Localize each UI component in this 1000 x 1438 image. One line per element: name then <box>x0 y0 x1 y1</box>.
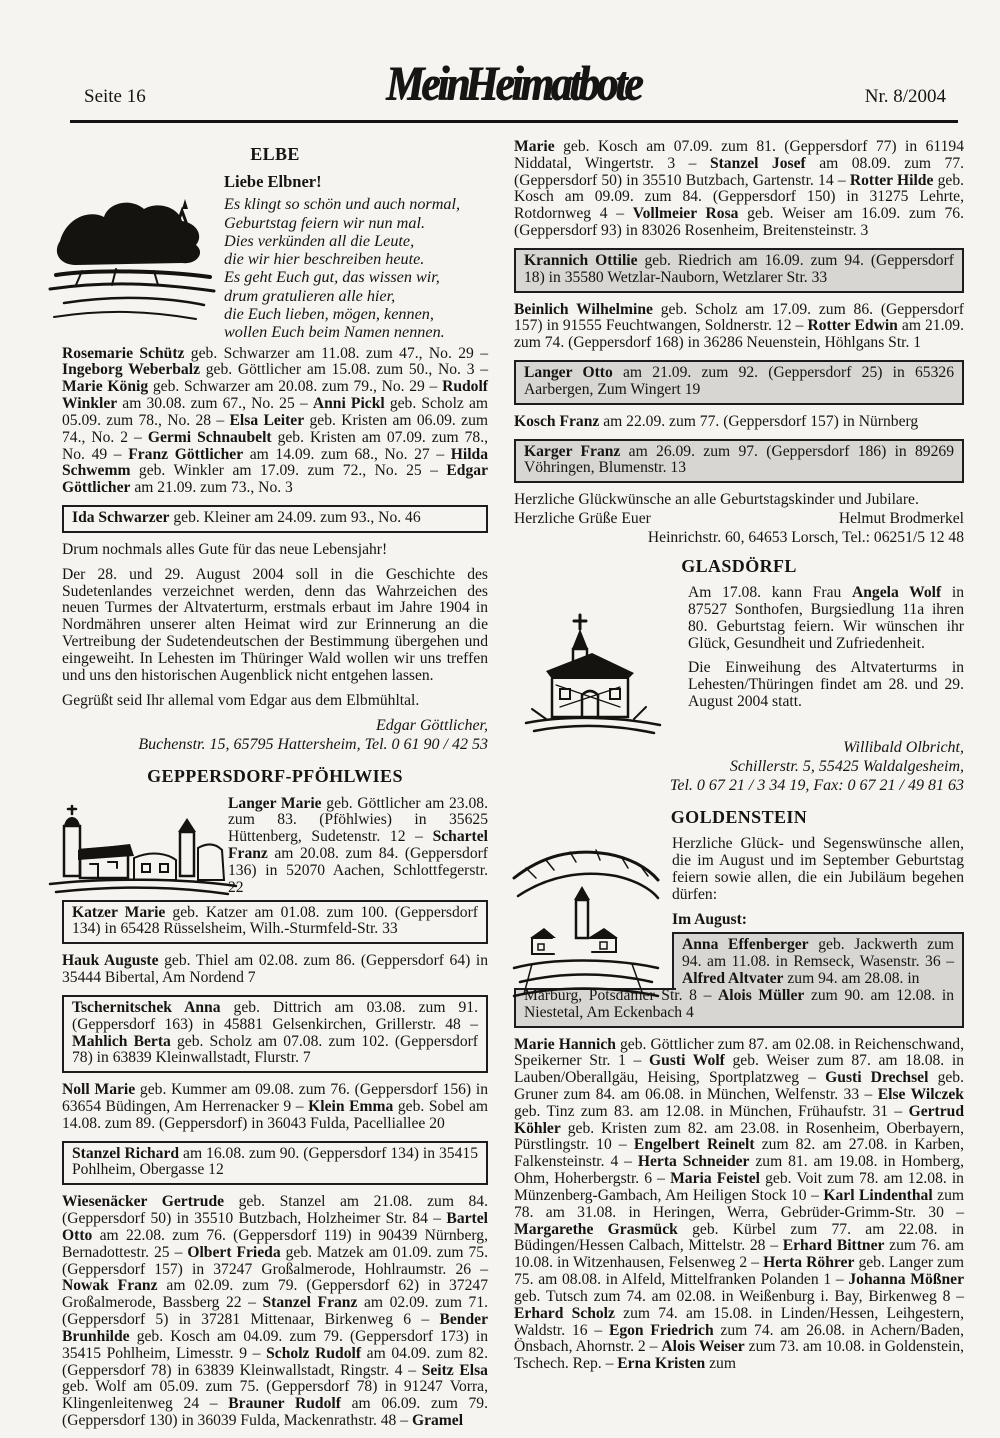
elbe-signature: Edgar Göttlicher, Buchenstr. 15, 65795 Hattersheim, Tel. 0 61 90 / 42 53 <box>138 717 488 754</box>
geppersdorf-paragraph-hauk: Hauk Auguste geb. Thiel am 02.08. zum 86. (Geppersdorf 64) in 35444 Bibertal, Am Nordend 7 <box>62 952 488 987</box>
chapel-illustration <box>516 589 668 735</box>
article-columns <box>62 139 964 1438</box>
right-column <box>514 139 964 1438</box>
section-heading-elbe: ELBE <box>250 144 300 164</box>
highlight-box-katzer-marie: Katzer Marie geb. Katzer am 01.08. zum 100. (Geppersdorf 134) in 65428 Rüsselsheim, Wilh.-Sturmfeld-Str. 33 <box>62 900 488 945</box>
left-column <box>62 139 488 1438</box>
section-heading-geppersdorf: GEPPERSDORF-PFÖHLWIES <box>147 766 403 787</box>
highlight-box-august-top: Anna Effenberger geb. Jackwerth zum 94. am 11.08. in Remseck, Wasenstr. 36 – Alfred Altvater zum 94. am 28.08. in <box>672 932 964 987</box>
geppersdorf-paragraph-beinlich: Beinlich Wilhelmine geb. Scholz am 17.09. zum 86. (Geppersdorf 157) in 91555 Feuchtwangen, Soldnerstr. 12 – Rotter Edwin am 21.09. zum 74. (Geppersdorf 168) in 36286 Neuenstein, Höhlgans Str. 1 <box>514 300 964 352</box>
header-rule <box>70 120 958 123</box>
elbe-birthday-poem: Es klingt so schön und auch normal, Geburtstag feiern wir nun mal. Dies verkünden all die Leute, die wir hier beschreiben heute. Es geht Euch gut, das wissen wir, drum gratulieren alle hier, die Euch lieben, mögen, kennen, wollen Euch beim Namen nennen. <box>224 195 461 342</box>
highlight-box-ida-schwarzer: Ida Schwarzer geb. Kleiner am 24.09. zum 93., No. 46 <box>62 505 488 533</box>
section-heading-goldenstein: GOLDENSTEIN <box>670 806 808 827</box>
highlight-box-langer-otto: Langer Otto am 21.09. zum 92. (Geppersdorf 25) in 65326 Aarbergen, Zum Wingert 19 <box>514 360 964 405</box>
geppersdorf-paragraph-noll: Noll Marie geb. Kummer am 09.08. zum 76. (Geppersdorf 156) in 63654 Büdingen, Am Herrenacker 9 – Klein Emma geb. Sobel am 14.08. zum 89. (Geppersdorf) in 36043 Fulda, Pacelliallee 20 <box>62 1081 488 1132</box>
glasdoerfl-band <box>514 585 964 737</box>
glasdoerfl-signature: Willibald Olbricht, Schillerstr. 5, 55425 Waldalgesheim, Tel. 0 67 21 / 3 34 19, Fax: 0 67 21 / 49 81 63 <box>669 739 964 794</box>
masthead-logo: Mein Heimatbote <box>385 58 641 111</box>
highlight-box-august-bottom: Marburg, Potsdamer Str. 8 – Alois Müller zum 90. am 12.08. in Niestetal, Am Eckenbach 4 <box>514 988 964 1028</box>
glasdoerfl-paragraph-wolf: Am 17.08. kann Frau Angela Wolf in 87527 Sonthofen, Burgsiedlung 11a ihren 80. Geburtstag feiern. Wir wünschen ihr Glück, Gesundheit und Zufriedenheit. <box>688 584 965 652</box>
highlight-box-tschernitschek: Tschernitschek Anna geb. Dittrich am 03.08. zum 91. (Geppersdorf 163) in 45881 Gelsenkirchen, Grillerstr. 48 – Mahlich Berta geb. Scholz am 07.08. zum 102. (Geppersdorf 78) in 63839 Kleinwallstadt, Flurstr. 7 <box>62 995 488 1073</box>
issue-number: Nr. 8/2004 <box>864 86 946 107</box>
congrats-line: Herzliche Glückwünsche an alle Geburtstagskinder und Jubilare. <box>514 491 919 509</box>
highlight-box-karger: Karger Franz am 26.09. zum 97. (Geppersdorf 186) in 89269 Vöhringen, Blumenstr. 13 <box>514 439 964 484</box>
signer-name: Helmut Brodmerkel <box>838 510 964 528</box>
page-number: Seite 16 <box>84 86 146 107</box>
geppersdorf-paragraph-wiesenaecker: Wiesenäcker Gertrude geb. Stanzel am 21.08. zum 84. (Geppersdorf 50) in 35510 Butzbach, Holzheimer Str. 84 – Bartel Otto am 22.08. zum 76. (Geppersdorf 119) in 90439 Nürnberg, Bernadottestr. 25 – Olbert Frieda geb. Matzek am 01.09. zum 75. (Geppersdorf 157) in 37247 Großalmerode, Hohlraumstr. 26 – Nowak Franz am 02.09. zum 79. (Geppersdorf 62) in 37247 Großalmerode, Bassberg 22 – Stanzel Franz am 02.09. zum 71. (Geppersdorf 5) in 37281 Mittenaar, Birkenweg 6 – Bender Brunhilde geb. Kosch am 04.09. zum 79. (Geppersdorf 173) in 35415 Pohlheim, Limesstr. 9 – Scholz Rudolf am 04.09. zum 82. (Geppersdorf 78) in 63839 Kleinwallstadt, Ringstr. 4 – Seitz Elsa geb. Wolf am 05.09. zum 75. (Geppersdorf 78) in 91247 Vorra, Klingenleitenweg 24 – Brauner Rudolf am 06.09. zum 79. (Geppersdorf 130) in 36039 Fulda, Mackenrathstr. 48 – Gramel <box>62 1193 489 1430</box>
village-church-illustration <box>42 798 242 898</box>
signer-address: Heinrichstr. 60, 64653 Lorsch, Tel.: 06251/5 12 48 <box>647 528 964 546</box>
highlight-box-krannich: Krannich Ottilie geb. Riedrich am 16.09. zum 94. (Geppersdorf 18) in 35580 Wetzlar-Nauborn, Wetzlarer Str. 33 <box>514 248 964 293</box>
glasdoerfl-paragraph-einweihung: Die Einweihung des Altvaterturms in Lehesten/Thüringen findet am 28. und 29. August 2004 statt. <box>688 659 964 711</box>
section-heading-glasdoerfl: GLASDÖRFL <box>681 555 797 576</box>
geppersdorf-intro-band <box>62 796 488 898</box>
elbe-wishes-line: Drum nochmals alles Gute für das neue Lebensjahr! <box>62 540 388 558</box>
goldenstein-band <box>514 836 964 1027</box>
riverside-trees-illustration <box>46 179 218 331</box>
geppersdorf-paragraph-marie-cont: Marie geb. Kosch am 07.09. zum 81. (Geppersdorf 77) in 61194 Niddatal, Wingertstr. 3 – Stanzel Josef am 08.09. zum 77. (Geppersdorf 50) in 35510 Butzbach, Gartenstr. 14 – Rotter Hilde geb. Kosch am 09.09. zum 84. (Geppersdorf 150) in 31275 Lehrte, Rotdornweg 4 – Vollmeier Rosa geb. Weiser am 16.09. zum 76. (Geppersdorf 93) in 83026 Rosenheim, Breitensteinstr. 3 <box>514 138 965 240</box>
goldenstein-intro-paragraph: Herzliche Glück- und Segenswünsche allen, die im August und im September Geburtstag feiern sowie allen, die ein Jubiläum begehen dürfen: <box>672 835 964 903</box>
mountain-village-illustration <box>512 838 660 1004</box>
goldenstein-month-label: Im August: <box>672 910 747 928</box>
goldenstein-august-list: Marie Hannich geb. Göttlicher zum 87. am 02.08. in Reichenschwand, Speikerner Str. 1 – Gusti Wolf geb. Weiser zum 87. am 18.08. in Lauben/Oberallgäu, Heising, Sportplatzweg – Gusti Drechsel geb. Gruner zum 84. am 06.08. in München, Welfenstr. 33 – Else Wilczek geb. Tinz zum 83. am 12.08. in München, Frühaufstr. 31 – Gertrud Köhler geb. Kristen zum 82. am 23.08. in Rosenheim, Oberbayern, Pürstlingstr. 10 – Engelbert Reinelt zum 82. am 27.08. in Karben, Falkensteinstr. 4 – Herta Schneider zum 81. am 19.08. in Homberg, Ohm, Hoherbergstr. 6 – Maria Feistel geb. Voit zum 78. am 12.08. in Münzenberg-Gambach, Am Heiligen Stock 10 – Karl Lindenthal zum 78. am 31.08. in Heringen, Werra, Gebrüder-Grimm-Str. 30 – Margarethe Grasmück geb. Kürbel zum 77. am 22.08. in Büdingen/Hessen Calbach, Mittelstr. 28 – Erhard Bittner zum 76. am 10.08. in Witzenhausen, Felsenweg 2 – Herta Röhrer geb. Langer zum 75. am 08.08. in Alfeld, Mittelfranken Polanden 1 – Johanna Mößner geb. Tutsch zum 74. am 02.08. in Weißenburg i. Bay, Birkenweg 8 – Erhard Scholz zum 74. am 15.08. in Linden/Hessen, Leihgestern, Waldstr. 16 – Egon Friedrich zum 74. am 26.08. in Achern/Baden, Önsbach, Ahornstr. 2 – Alois Weiser zum 73. am 10.08. in Goldenstein, Tschech. Rep. – Erna Kristen zum <box>514 1035 965 1373</box>
elbe-birthday-list: Rosemarie Schütz geb. Schwarzer am 11.08. zum 47., No. 29 – Ingeborg Weberbalz geb. Göttlicher am 15.08. zum 50., No. 3 – Marie König geb. Schwarzer am 20.08. zum 79., No. 29 – Rudolf Winkler am 30.08. zum 67., No. 25 – Anni Pickl geb. Scholz am 05.09. zum 78., No. 28 – Elsa Leiter geb. Kristen am 06.09. zum 74., No. 2 – Germi Schnaubelt geb. Kristen am 07.09. zum 78., No. 49 – Franz Göttlicher am 14.09. zum 68., No. 27 – Hilda Schwemm geb. Winkler am 17.09. zum 72., No. 25 – Edgar Göttlicher am 21.09. zum 73., No. 3 <box>62 344 489 497</box>
page-header <box>62 34 964 112</box>
elbe-altvaterturm-paragraph: Der 28. und 29. August 2004 soll in die Geschichte des Sudetenlandes verzeichnet werden, denn das Wahrzeichen des neuen Turmes der Altvaterturm, erstmals erbaut im Jahre 1904 in Nordmähren unserer alten Heimat wird zur Erinnerung an die Vertreibung der Sudetendeutschen der Bestimmung übergehen und eingeweiht. In Lehesten im Thüringer Wald wollen wir uns treffen und uns den historischen Augenblick nicht entgehen lassen. <box>62 565 488 684</box>
highlight-box-stanzel-richard: Stanzel Richard am 16.08. zum 90. (Geppersdorf 134) in 35415 Pohlheim, Obergasse 12 <box>62 1141 488 1186</box>
signer-row <box>514 511 964 528</box>
geppersdorf-paragraph-kosch: Kosch Franz am 22.09. zum 77. (Geppersdorf 157) in Nürnberg <box>514 412 919 430</box>
geppersdorf-intro-paragraph: Langer Marie geb. Göttlicher am 23.08. zum 83. (Pföhlwies) in 35625 Hüttenberg, Sudetenstr. 12 – Schartel Franz am 20.08. zum 84. (Geppersdorf 136) in 52070 Aachen, Schlottfegerstr. 22 <box>228 794 488 896</box>
elbe-salutation: Liebe Elbner! <box>224 172 322 192</box>
elbe-intro-band <box>62 173 488 341</box>
greeting-text: Herzliche Grüße Euer <box>514 510 651 528</box>
elbe-greeting-line: Gegrüßt seid Ihr allemal vom Edgar aus dem Elbmühltal. <box>62 691 420 709</box>
